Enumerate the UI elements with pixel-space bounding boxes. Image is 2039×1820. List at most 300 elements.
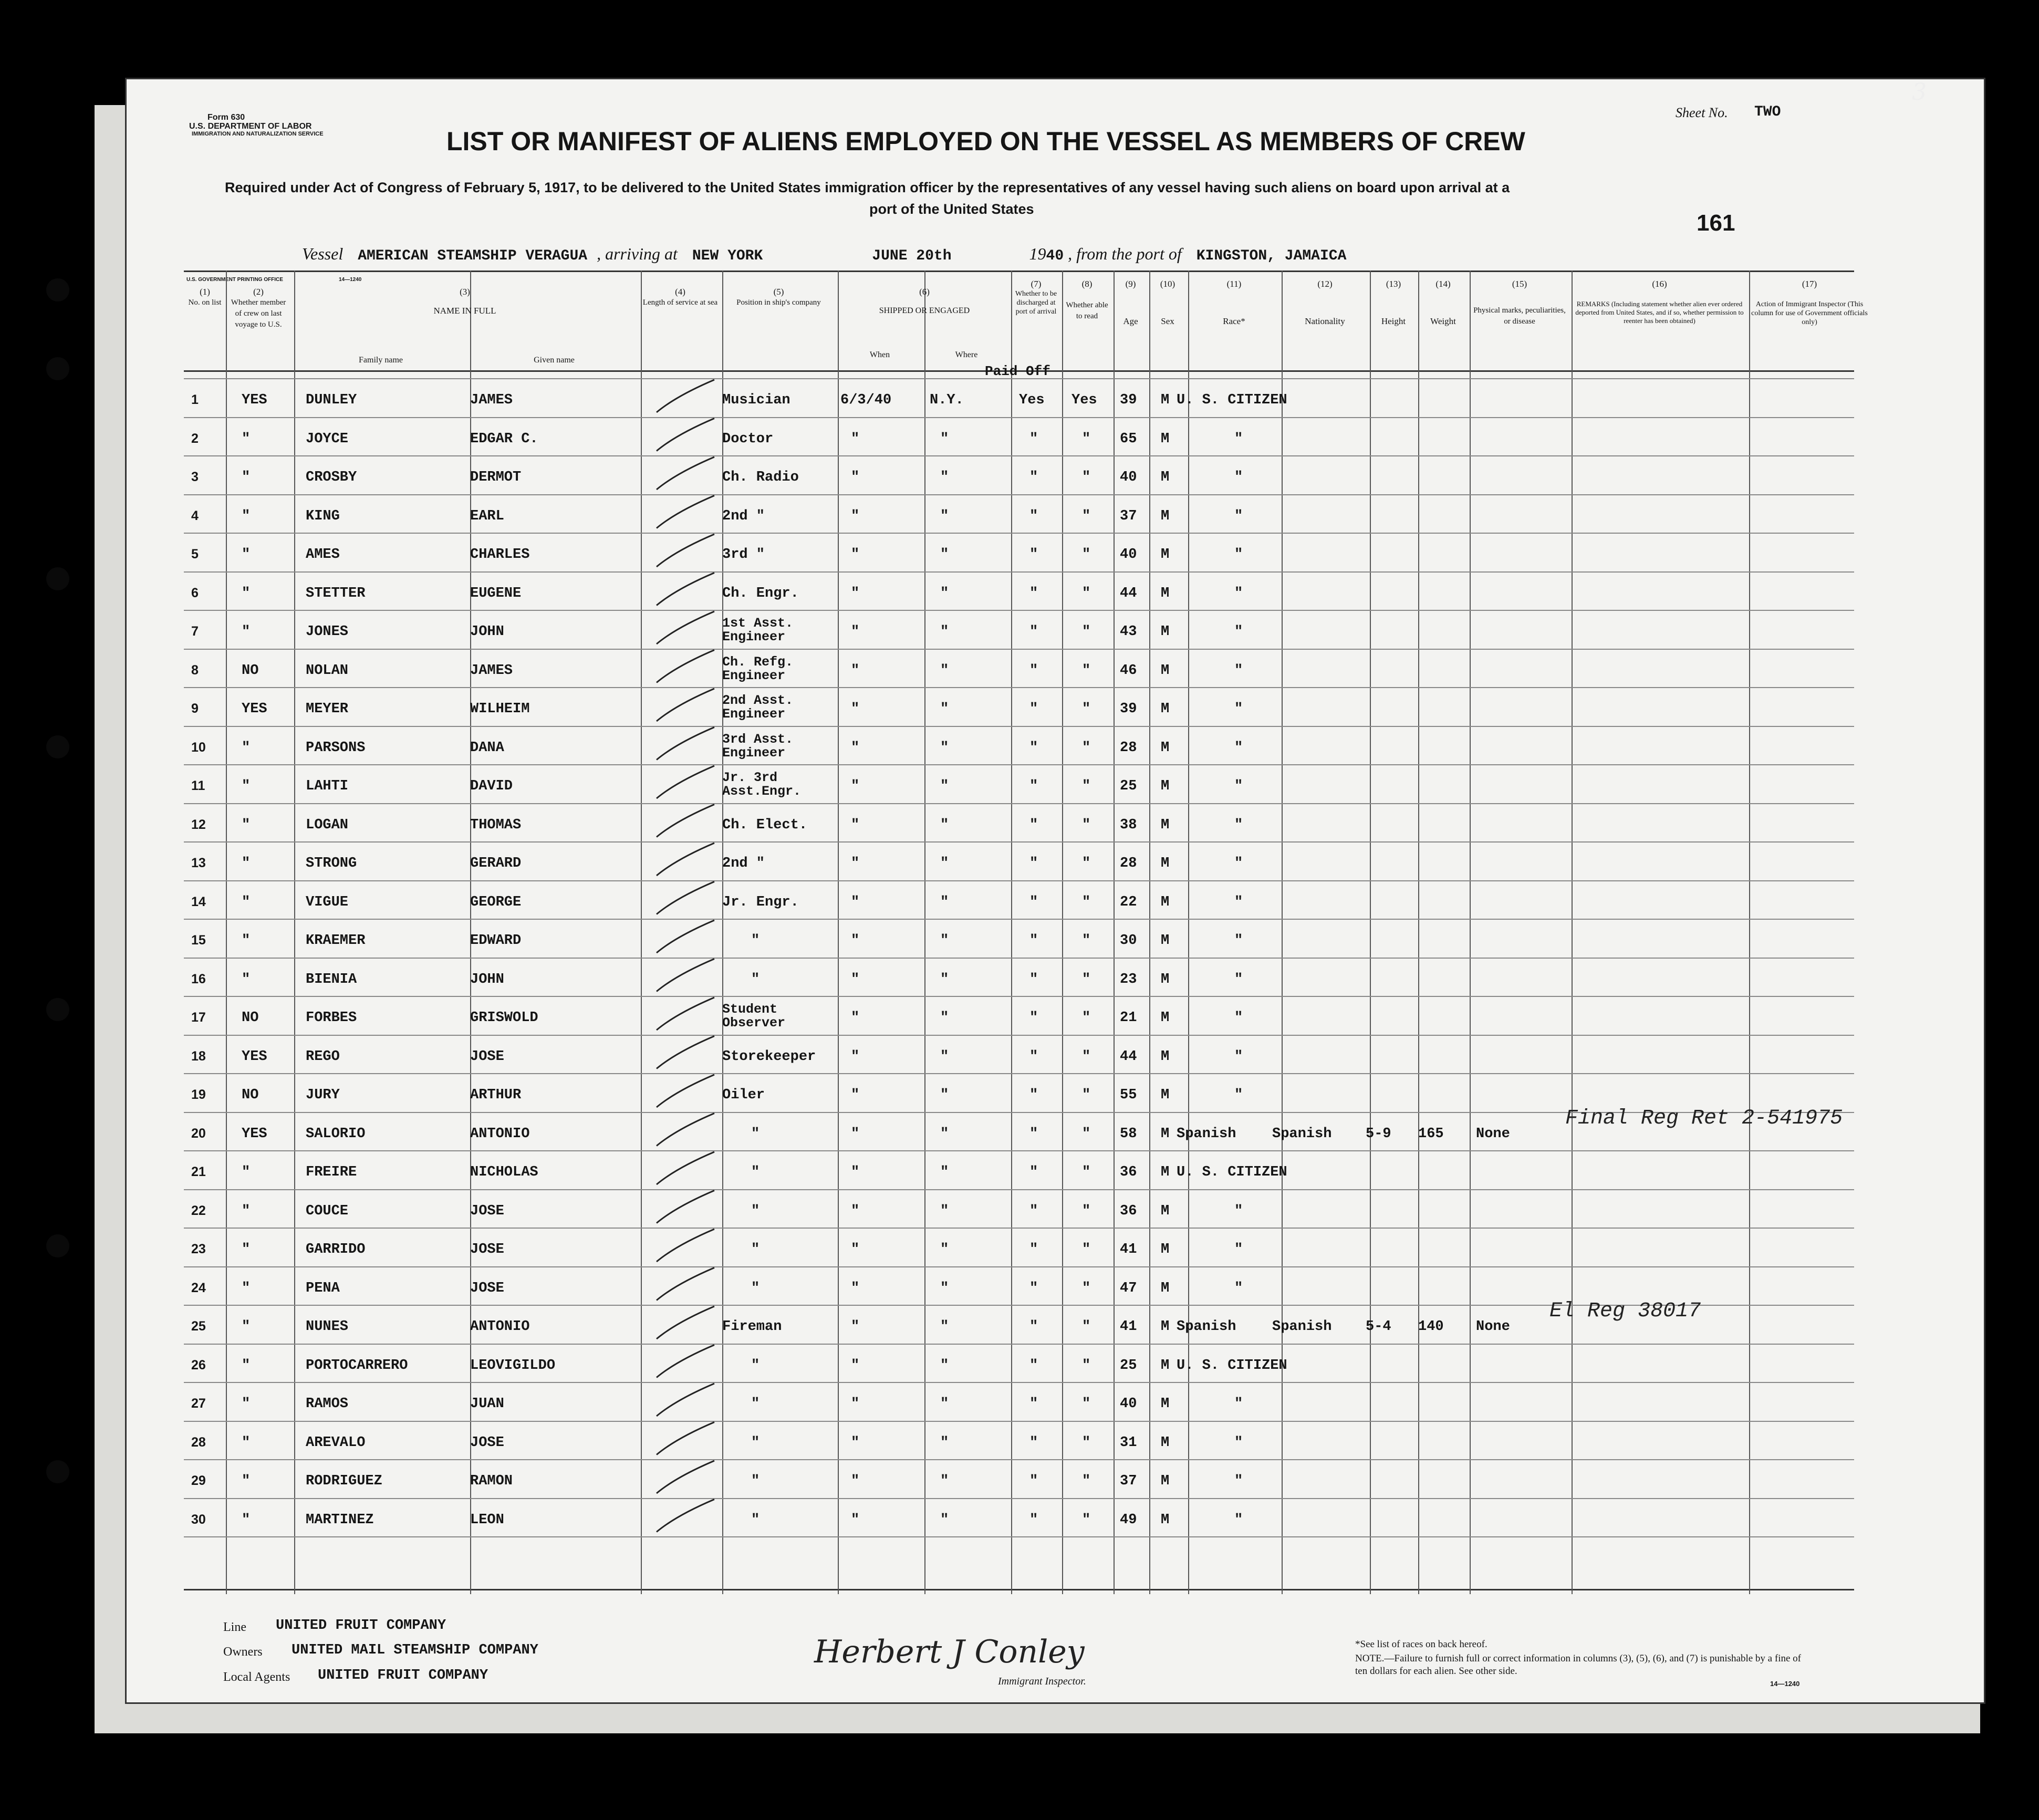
race: "	[1234, 894, 1243, 910]
shipped-when: "	[851, 933, 860, 949]
manifest-title: LIST OR MANIFEST OF ALIENS EMPLOYED ON THE VESSEL AS MEMBERS OF CREW	[446, 127, 1525, 156]
col-14-header: (14) Weight	[1430, 279, 1456, 326]
service-length-mark	[657, 611, 714, 644]
able-to-read: "	[1082, 1319, 1091, 1335]
row-number: 26	[191, 1357, 206, 1372]
sex: M	[1161, 662, 1170, 679]
row-number: 27	[191, 1396, 206, 1411]
discharged: "	[1029, 1357, 1038, 1374]
service-name: IMMIGRATION AND NATURALIZATION SERVICE	[192, 131, 324, 137]
position: "	[751, 1280, 760, 1296]
crew-last-voyage: "	[242, 508, 251, 524]
age: 28	[1120, 740, 1137, 756]
sex: M	[1161, 1280, 1170, 1296]
sex: M	[1161, 1512, 1170, 1528]
sex: M	[1161, 1126, 1170, 1142]
race: "	[1234, 1434, 1243, 1451]
row-number: 2	[191, 431, 199, 446]
corner-mark: 3	[1912, 79, 1927, 106]
row-number: 8	[191, 662, 199, 678]
col-6-header: (6) SHIPPED OR ENGAGED	[879, 287, 970, 315]
shipped-when: "	[851, 740, 860, 756]
arriving-label: , arriving at	[597, 244, 678, 263]
age: 37	[1120, 1473, 1137, 1489]
crew-last-voyage: "	[242, 470, 251, 485]
sex: M	[1161, 856, 1170, 871]
footer-line: UNITED FRUIT COMPANY	[276, 1618, 446, 1634]
given-name: JAMES	[470, 392, 513, 408]
service-length-mark	[657, 689, 714, 721]
where-subheader: Where	[955, 350, 978, 359]
shipped-where: "	[940, 1434, 949, 1451]
position: 2nd Asst. Engineer	[722, 693, 794, 722]
race: Spanish	[1177, 1126, 1236, 1142]
service-length-mark	[657, 997, 714, 1030]
position: 1st Asst. Engineer	[722, 616, 794, 644]
col-3-header: (3) NAME IN FULL	[433, 287, 496, 316]
row-number: 14	[191, 894, 206, 909]
crew-last-voyage: NO	[242, 1010, 259, 1026]
shipped-when: "	[851, 508, 860, 524]
sex: M	[1161, 701, 1170, 717]
family-name-subheader: Family name	[359, 356, 403, 365]
race: "	[1234, 431, 1243, 447]
row-rule	[184, 610, 1854, 611]
service-length-mark	[657, 1114, 714, 1146]
age: 23	[1120, 971, 1137, 987]
sex: M	[1161, 1242, 1170, 1257]
row-number: 28	[191, 1434, 206, 1450]
shipped-where: "	[940, 1396, 949, 1412]
shipped-when: "	[851, 1357, 860, 1374]
column-rule	[1370, 271, 1371, 1594]
service-length-mark	[657, 1306, 714, 1339]
sex: M	[1161, 1396, 1170, 1412]
sheet-label: Sheet No.	[1676, 105, 1728, 120]
able-to-read: "	[1082, 662, 1091, 679]
race: U. S. CITIZEN	[1177, 1164, 1287, 1180]
given-name: LEOVIGILDO	[470, 1357, 556, 1374]
sex: M	[1161, 894, 1170, 910]
given-name: DERMOT	[470, 470, 522, 485]
family-name: PENA	[306, 1280, 340, 1296]
race: "	[1234, 1396, 1243, 1412]
discharged: "	[1029, 817, 1038, 833]
shipped-when: "	[851, 1087, 860, 1103]
family-name: RODRIGUEZ	[306, 1473, 382, 1489]
age: 36	[1120, 1164, 1137, 1180]
family-name: KING	[306, 508, 340, 524]
position: 2nd "	[722, 856, 765, 871]
discharged: "	[1029, 856, 1038, 871]
position: Ch. Engr.	[722, 585, 799, 601]
position: Student Observer	[722, 1002, 786, 1031]
shipped-where: "	[940, 1087, 949, 1103]
able-to-read: "	[1082, 1434, 1091, 1451]
service-length-mark	[657, 534, 714, 567]
sex: M	[1161, 740, 1170, 756]
race: "	[1234, 547, 1243, 563]
service-length-mark	[657, 496, 714, 528]
race: "	[1234, 1473, 1243, 1489]
discharged: "	[1029, 508, 1038, 524]
service-length-mark	[657, 766, 714, 798]
position: "	[751, 1512, 760, 1528]
discharged: "	[1029, 1473, 1038, 1489]
family-name: RAMOS	[306, 1396, 349, 1412]
shipped-where: "	[940, 624, 949, 640]
shipped-when: "	[851, 971, 860, 987]
given-name: NICHOLAS	[470, 1164, 538, 1180]
row-number: 11	[191, 778, 205, 793]
row-number: 12	[191, 817, 206, 832]
footer-owners-label: Owners	[223, 1645, 263, 1659]
shipped-where: "	[940, 971, 949, 987]
row-number: 1	[191, 392, 199, 407]
column-rule	[1470, 271, 1471, 1594]
col-13-header: (13) Height	[1381, 279, 1406, 326]
position: Fireman	[722, 1319, 782, 1335]
sex: M	[1161, 1048, 1170, 1065]
row-number: 6	[191, 585, 199, 600]
race: "	[1234, 662, 1243, 679]
given-name: JOSE	[470, 1434, 504, 1451]
remarks: Final Reg Ret 2-541975	[1565, 1106, 1843, 1130]
crew-last-voyage: "	[242, 778, 251, 794]
service-length-mark	[657, 457, 714, 490]
col-2-header: (2) Whether member of crew on last voyage to U.S.	[231, 287, 286, 329]
vessel-name: AMERICAN STEAMSHIP VERAGUA	[358, 248, 588, 264]
sex: M	[1161, 1434, 1170, 1451]
from-label: , from the port of	[1068, 244, 1182, 263]
service-length-mark	[657, 727, 714, 760]
physical-marks: None	[1476, 1319, 1510, 1335]
service-length-mark	[657, 805, 714, 837]
service-length-mark	[657, 920, 714, 953]
col-4-header: (4) Length of service at sea	[642, 287, 718, 307]
family-name: JONES	[306, 624, 349, 640]
shipped-where: "	[940, 1242, 949, 1257]
race: "	[1234, 624, 1243, 640]
age: 22	[1120, 894, 1137, 910]
arrival-date: JUNE 20th	[872, 248, 952, 264]
service-length-mark	[657, 1229, 714, 1262]
discharged: "	[1029, 1203, 1038, 1219]
given-name: JOSE	[470, 1203, 504, 1219]
shipped-when: "	[851, 778, 860, 794]
column-rule	[470, 271, 471, 1594]
position: Ch. Elect.	[722, 817, 808, 833]
shipped-when: "	[851, 624, 860, 640]
discharged: "	[1029, 971, 1038, 987]
row-number: 9	[191, 701, 199, 716]
position: "	[751, 1434, 760, 1451]
service-length-mark	[657, 1268, 714, 1301]
shipped-where: "	[940, 817, 949, 833]
col-12-header: (12) Nationality	[1305, 279, 1345, 326]
shipped-where: "	[940, 1473, 949, 1489]
position: Oiler	[722, 1087, 765, 1103]
able-to-read: "	[1082, 1164, 1091, 1180]
family-name: PORTOCARRERO	[306, 1357, 408, 1374]
discharged: "	[1029, 740, 1038, 756]
print-code: 14—1240	[339, 277, 362, 283]
sex: M	[1161, 1357, 1170, 1374]
family-name: REGO	[306, 1048, 340, 1065]
able-to-read: "	[1082, 971, 1091, 987]
race: "	[1234, 933, 1243, 949]
row-number: 18	[191, 1048, 206, 1064]
row-rule	[184, 687, 1854, 688]
able-to-read: "	[1082, 508, 1091, 524]
row-rule	[184, 996, 1854, 997]
given-name: EDWARD	[470, 933, 522, 949]
row-rule	[184, 417, 1854, 418]
able-to-read: Yes	[1071, 392, 1097, 408]
position: 3rd "	[722, 547, 765, 563]
able-to-read: "	[1082, 894, 1091, 910]
age: 39	[1120, 701, 1137, 717]
able-to-read: "	[1082, 1512, 1091, 1528]
column-rule	[1114, 271, 1115, 1594]
row-rule	[184, 1073, 1854, 1074]
given-name: JOHN	[470, 624, 504, 640]
paid-off-note: Paid Off	[985, 363, 1050, 379]
department-name: U.S. DEPARTMENT OF LABOR	[189, 122, 312, 131]
nationality: Spanish	[1272, 1319, 1332, 1335]
row-number: 3	[191, 470, 199, 484]
discharged: "	[1029, 1434, 1038, 1451]
row-rule	[184, 958, 1854, 959]
row-number: 24	[191, 1280, 206, 1295]
able-to-read: "	[1082, 1203, 1091, 1219]
shipped-where: N.Y.	[930, 392, 964, 408]
column-rule	[838, 271, 839, 1594]
position: Musician	[722, 392, 790, 408]
physical-marks: None	[1476, 1126, 1510, 1142]
race: "	[1234, 1512, 1243, 1528]
sex: M	[1161, 933, 1170, 949]
crew-last-voyage: "	[242, 1280, 251, 1296]
position: Storekeeper	[722, 1048, 816, 1065]
column-rule	[226, 271, 227, 1594]
row-number: 16	[191, 971, 206, 986]
family-name: AMES	[306, 547, 340, 563]
col-1-header: (1) No. on list	[188, 287, 222, 307]
sex: M	[1161, 817, 1170, 833]
row-number: 30	[191, 1512, 206, 1527]
discharged: "	[1029, 1048, 1038, 1065]
inspector-label: Immigrant Inspector.	[998, 1676, 1086, 1687]
shipped-when: "	[851, 1473, 860, 1489]
shipped-when: "	[851, 1010, 860, 1026]
able-to-read: "	[1082, 1010, 1091, 1026]
family-name: GARRIDO	[306, 1242, 366, 1257]
row-number: 4	[191, 508, 199, 523]
crew-last-voyage: "	[242, 1319, 251, 1335]
age: 21	[1120, 1010, 1137, 1026]
shipped-when: "	[851, 470, 860, 485]
shipped-where: "	[940, 508, 949, 524]
family-name: CROSBY	[306, 470, 357, 485]
crew-last-voyage: "	[242, 431, 251, 447]
binder-hole	[46, 735, 69, 758]
discharged: "	[1029, 1396, 1038, 1412]
able-to-read: "	[1082, 585, 1091, 601]
crew-last-voyage: "	[242, 1242, 251, 1257]
able-to-read: "	[1082, 701, 1091, 717]
discharged: "	[1029, 470, 1038, 485]
footer-agents-label: Local Agents	[223, 1670, 290, 1684]
position: "	[751, 1357, 760, 1374]
departure-port: KINGSTON, JAMAICA	[1196, 248, 1347, 264]
binder-hole	[46, 567, 69, 590]
family-name: DUNLEY	[306, 392, 357, 408]
shipped-where: "	[940, 1126, 949, 1142]
row-rule	[184, 1189, 1854, 1190]
family-name: NUNES	[306, 1319, 349, 1335]
age: 55	[1120, 1087, 1137, 1103]
when-subheader: When	[869, 350, 890, 359]
row-rule	[184, 455, 1854, 456]
service-length-mark	[657, 1152, 714, 1184]
race: "	[1234, 1048, 1243, 1065]
crew-last-voyage: "	[242, 1164, 251, 1180]
service-length-mark	[657, 882, 714, 914]
sheet-number: TWO	[1754, 104, 1781, 120]
sex: M	[1161, 1164, 1170, 1180]
footer-code: 14—1240	[1770, 1680, 1800, 1688]
family-name: AREVALO	[306, 1434, 366, 1451]
given-name: ANTONIO	[470, 1126, 530, 1142]
shipped-when: "	[851, 662, 860, 679]
family-name: MARTINEZ	[306, 1512, 374, 1528]
row-number: 7	[191, 624, 199, 639]
age: 58	[1120, 1126, 1137, 1142]
age: 40	[1120, 470, 1137, 485]
position: 3rd Asst. Engineer	[722, 731, 794, 761]
given-name: JOSE	[470, 1242, 504, 1257]
shipped-where: "	[940, 431, 949, 447]
race: "	[1234, 778, 1243, 794]
given-name: GRISWOLD	[470, 1010, 538, 1026]
shipped-when: "	[851, 1319, 860, 1335]
row-rule	[184, 571, 1854, 573]
row-rule	[184, 1266, 1854, 1267]
sex: M	[1161, 431, 1170, 447]
family-name: VIGUE	[306, 894, 349, 910]
given-name: CHARLES	[470, 547, 530, 563]
row-number: 20	[191, 1126, 206, 1141]
service-length-mark	[657, 1422, 714, 1455]
col-7-header: (7) Whether to be discharged at port of arrival	[1015, 279, 1057, 316]
column-rule	[1418, 271, 1419, 1594]
shipped-when: "	[851, 547, 860, 563]
crew-last-voyage: "	[242, 971, 251, 987]
shipped-when: "	[851, 585, 860, 601]
vessel-label: Vessel	[302, 244, 344, 263]
weight: 140	[1418, 1319, 1444, 1335]
discharged: "	[1029, 1512, 1038, 1528]
able-to-read: "	[1082, 817, 1091, 833]
shipped-where: "	[940, 547, 949, 563]
shipped-when: "	[851, 1280, 860, 1296]
able-to-read: "	[1082, 778, 1091, 794]
age: 43	[1120, 624, 1137, 640]
column-rule	[641, 271, 642, 1594]
crew-last-voyage: "	[242, 856, 251, 871]
position: "	[751, 1126, 760, 1142]
shipped-when: "	[851, 856, 860, 871]
column-rule	[1188, 271, 1189, 1594]
footer-owners: UNITED MAIL STEAMSHIP COMPANY	[292, 1642, 538, 1658]
sex: M	[1161, 1473, 1170, 1489]
discharged: "	[1029, 624, 1038, 640]
crew-last-voyage: "	[242, 1357, 251, 1374]
manifest-subtitle-1: Required under Act of Congress of February 5, 1917, to be delivered to the United States immigration officer by the representatives of any vessel having such aliens on board upon arrival at a	[225, 180, 1510, 195]
row-rule	[184, 803, 1854, 804]
family-name: JURY	[306, 1087, 340, 1103]
age: 44	[1120, 585, 1137, 601]
discharged: "	[1029, 1280, 1038, 1296]
service-length-mark	[657, 650, 714, 683]
shipped-where: "	[940, 1357, 949, 1374]
given-name: WILHEIM	[470, 701, 530, 717]
age: 25	[1120, 1357, 1137, 1374]
row-rule	[184, 764, 1854, 765]
column-rule	[1282, 271, 1283, 1594]
shipped-when: "	[851, 894, 860, 910]
crew-last-voyage: YES	[242, 392, 267, 408]
row-rule	[184, 1344, 1854, 1345]
shipped-when: "	[851, 1242, 860, 1257]
service-length-mark	[657, 1036, 714, 1069]
shipped-where: "	[940, 894, 949, 910]
service-length-mark	[657, 380, 714, 412]
discharged: "	[1029, 1319, 1038, 1335]
col-16-header: (16) REMARKS (Including statement whether alien ever ordered deported from United States, and if so, whether permission to reenter has been obtained)	[1575, 279, 1744, 325]
service-length-mark	[657, 1461, 714, 1493]
race: "	[1234, 1280, 1243, 1296]
given-name: RAMON	[470, 1473, 513, 1489]
age: 44	[1120, 1048, 1137, 1065]
discharged: "	[1029, 585, 1038, 601]
age: 40	[1120, 1396, 1137, 1412]
race: "	[1234, 585, 1243, 601]
col-9-header: (9) Age	[1123, 279, 1138, 326]
crew-last-voyage: NO	[242, 662, 259, 679]
crew-last-voyage: "	[242, 1512, 251, 1528]
service-length-mark	[657, 1384, 714, 1416]
shipped-when: "	[851, 1512, 860, 1528]
family-name: KRAEMER	[306, 933, 366, 949]
row-rule	[184, 880, 1854, 881]
given-name: THOMAS	[470, 817, 522, 833]
row-rule	[184, 1228, 1854, 1229]
row-rule	[184, 1498, 1854, 1499]
discharged: "	[1029, 431, 1038, 447]
able-to-read: "	[1082, 1126, 1091, 1142]
column-rule	[924, 271, 925, 1594]
family-name: LAHTI	[306, 778, 349, 794]
column-rule	[1572, 271, 1573, 1594]
remarks: El Reg 38017	[1549, 1299, 1701, 1323]
discharged: "	[1029, 1164, 1038, 1180]
crew-last-voyage: "	[242, 547, 251, 563]
race: "	[1234, 971, 1243, 987]
discharged: "	[1029, 1087, 1038, 1103]
race: "	[1234, 740, 1243, 756]
